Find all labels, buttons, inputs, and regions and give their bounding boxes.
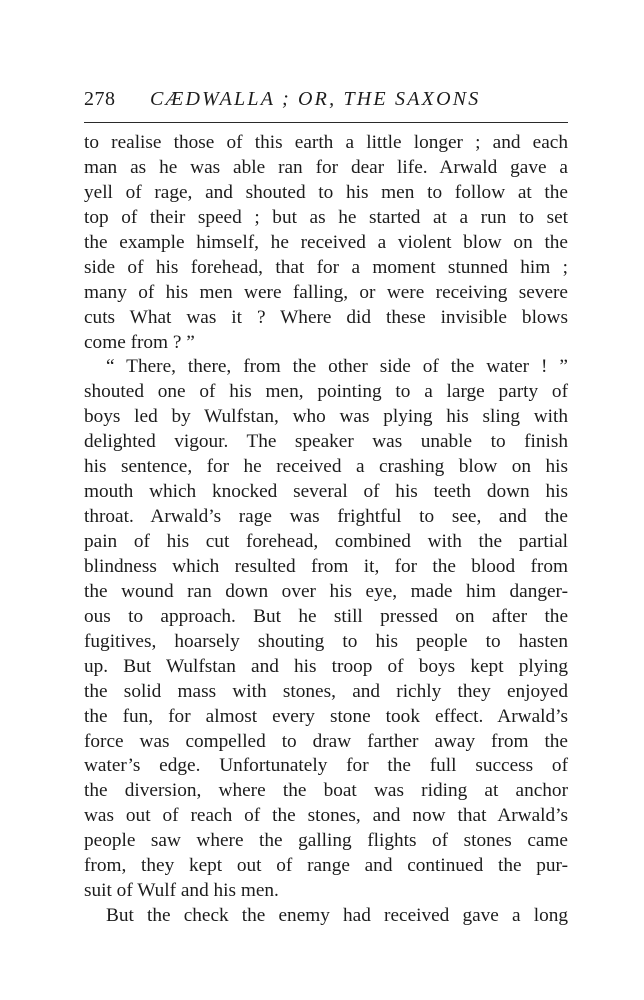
- text-line: throat. Arwald’s rage was frightful to see, and the: [84, 506, 568, 528]
- text-line: fugitives, hoarsely shouting to his people to hasten: [84, 630, 568, 652]
- text-line: But the check the enemy had received gave a long: [106, 905, 568, 927]
- text-line: top of their speed ; but as he started at a run to set: [84, 206, 568, 228]
- text-line: delighted vigour. The speaker was unable to finish: [84, 431, 568, 453]
- text-line: come from ? ”: [84, 331, 195, 353]
- body-text: [84, 131, 568, 929]
- text-line: up. But Wulfstan and his troop of boys kept plying: [84, 655, 568, 677]
- text-line: force was compelled to draw farther away from the: [84, 730, 568, 752]
- text-line: was out of reach of the stones, and now that Arwald’s: [84, 805, 568, 827]
- text-line: cuts What was it ? Where did these invisible blows: [84, 306, 568, 328]
- text-line: water’s edge. Unfortunately for the full success of: [84, 755, 568, 777]
- text-line: suit of Wulf and his men.: [84, 880, 279, 902]
- text-line: man as he was able ran for dear life. Arwald gave a: [84, 156, 568, 178]
- text-line: his sentence, for he received a crashing blow on his: [84, 456, 568, 478]
- text-line: yell of rage, and shouted to his men to follow at the: [84, 181, 568, 203]
- text-line: the fun, for almost every stone took effect. Arwald’s: [84, 705, 568, 727]
- header-rule: [84, 122, 568, 123]
- text-line: many of his men were falling, or were receiving severe: [84, 281, 568, 303]
- text-line: ous to approach. But he still pressed on after the: [84, 605, 568, 627]
- text-line: to realise those of this earth a little longer ; and each: [84, 132, 568, 153]
- text-line: pain of his cut forehead, combined with the partial: [84, 531, 568, 552]
- text-line: boys led by Wulfstan, who was plying his sling with: [84, 406, 568, 428]
- running-head: [84, 88, 568, 116]
- text-line: the diversion, where the boat was riding at anchor: [84, 780, 568, 802]
- page-number: 278: [84, 88, 116, 110]
- text-line: people saw where the galling flights of stones came: [84, 830, 568, 852]
- text-line: the solid mass with stones, and richly they enjoyed: [84, 680, 568, 702]
- text-line: mouth which knocked several of his teeth down his: [84, 481, 568, 503]
- text-line: blindness which resulted from it, for the blood from: [84, 555, 568, 577]
- text-line: “ There, there, from the other side of the water ! ”: [106, 356, 568, 378]
- text-line: the example himself, he received a violent blow on the: [84, 231, 568, 253]
- text-line: side of his forehead, that for a moment stunned him ;: [84, 256, 568, 278]
- running-title: CÆDWALLA ; OR, THE SAXONS: [150, 88, 481, 110]
- text-line: shouted one of his men, pointing to a large party of: [84, 381, 568, 403]
- text-line: the wound ran down over his eye, made him danger-: [84, 580, 568, 602]
- text-line: from, they kept out of range and continued the pur-: [84, 855, 568, 877]
